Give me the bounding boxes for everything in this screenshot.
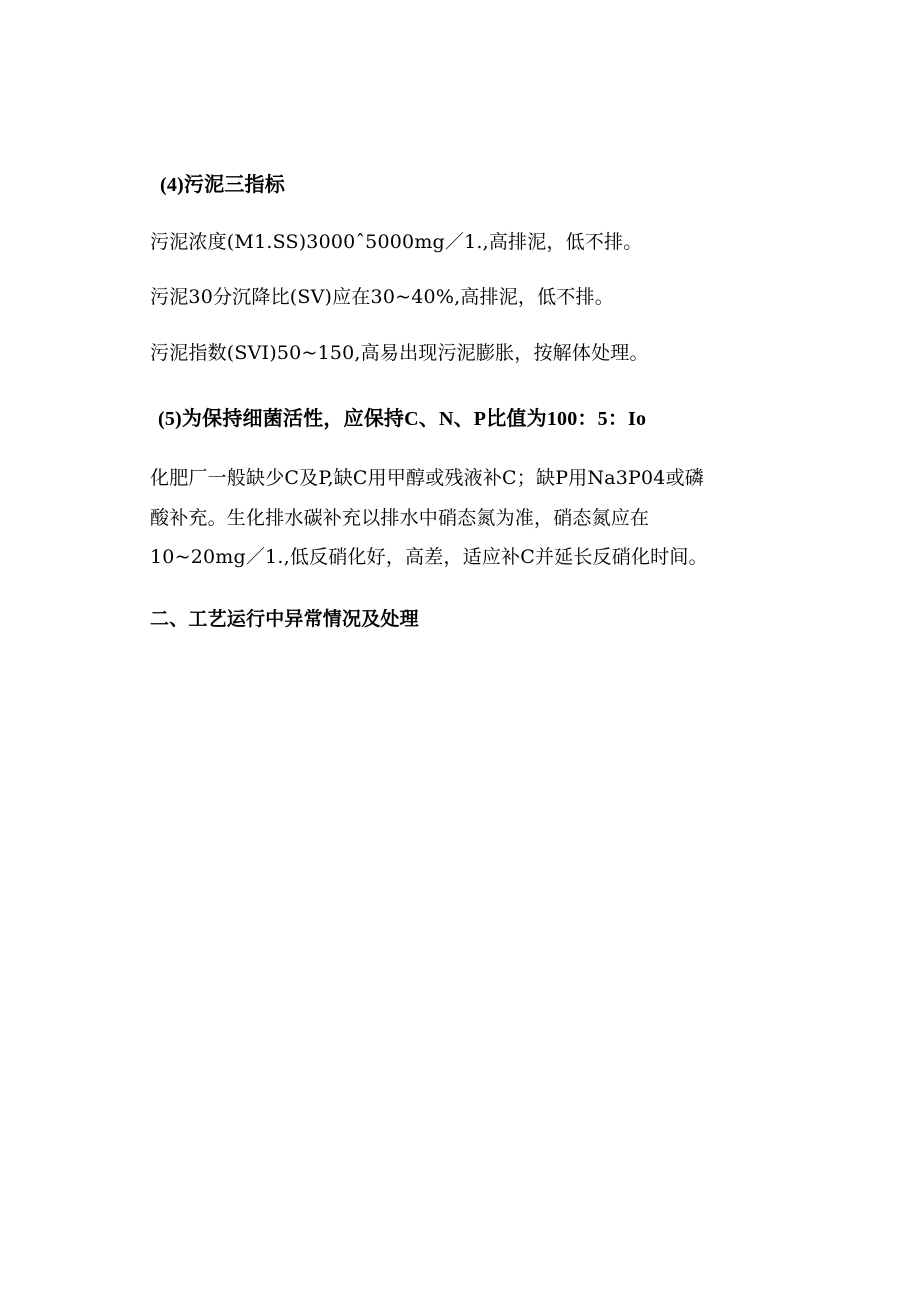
sludge-concentration-line: 污泥浓度(M1.SS)3000ˆ5000mg／1.,高排泥，低不排。	[150, 231, 643, 253]
nutrient-paragraph-line-1: 化肥厂一般缺少C及P,缺C用甲醇或残液补C；缺P用Na3P04或磷	[150, 467, 704, 489]
sludge-volume-index-line: 污泥指数(SVI)50~150,高易出现污泥膨胀，按解体处理。	[150, 342, 649, 364]
nutrient-paragraph-line-3: 10~20mg／1.,低反硝化好，高差，适应补C并延长反硝化时间。	[150, 546, 708, 568]
nutrient-paragraph-line-2: 酸补充。生化排水碳补充以排水中硝态氮为准，硝态氮应在	[150, 507, 650, 529]
part-2-heading: 二、工艺运行中异常情况及处理	[150, 608, 419, 630]
sludge-settling-ratio-line: 污泥30分沉降比(SV)应在30~40%,高排泥，低不排。	[150, 286, 614, 308]
section-5-heading: (5)为保持细菌活性，应保持C、N、P比值为100：5：Io	[158, 408, 647, 430]
section-4-heading: (4)污泥三指标	[160, 174, 285, 196]
